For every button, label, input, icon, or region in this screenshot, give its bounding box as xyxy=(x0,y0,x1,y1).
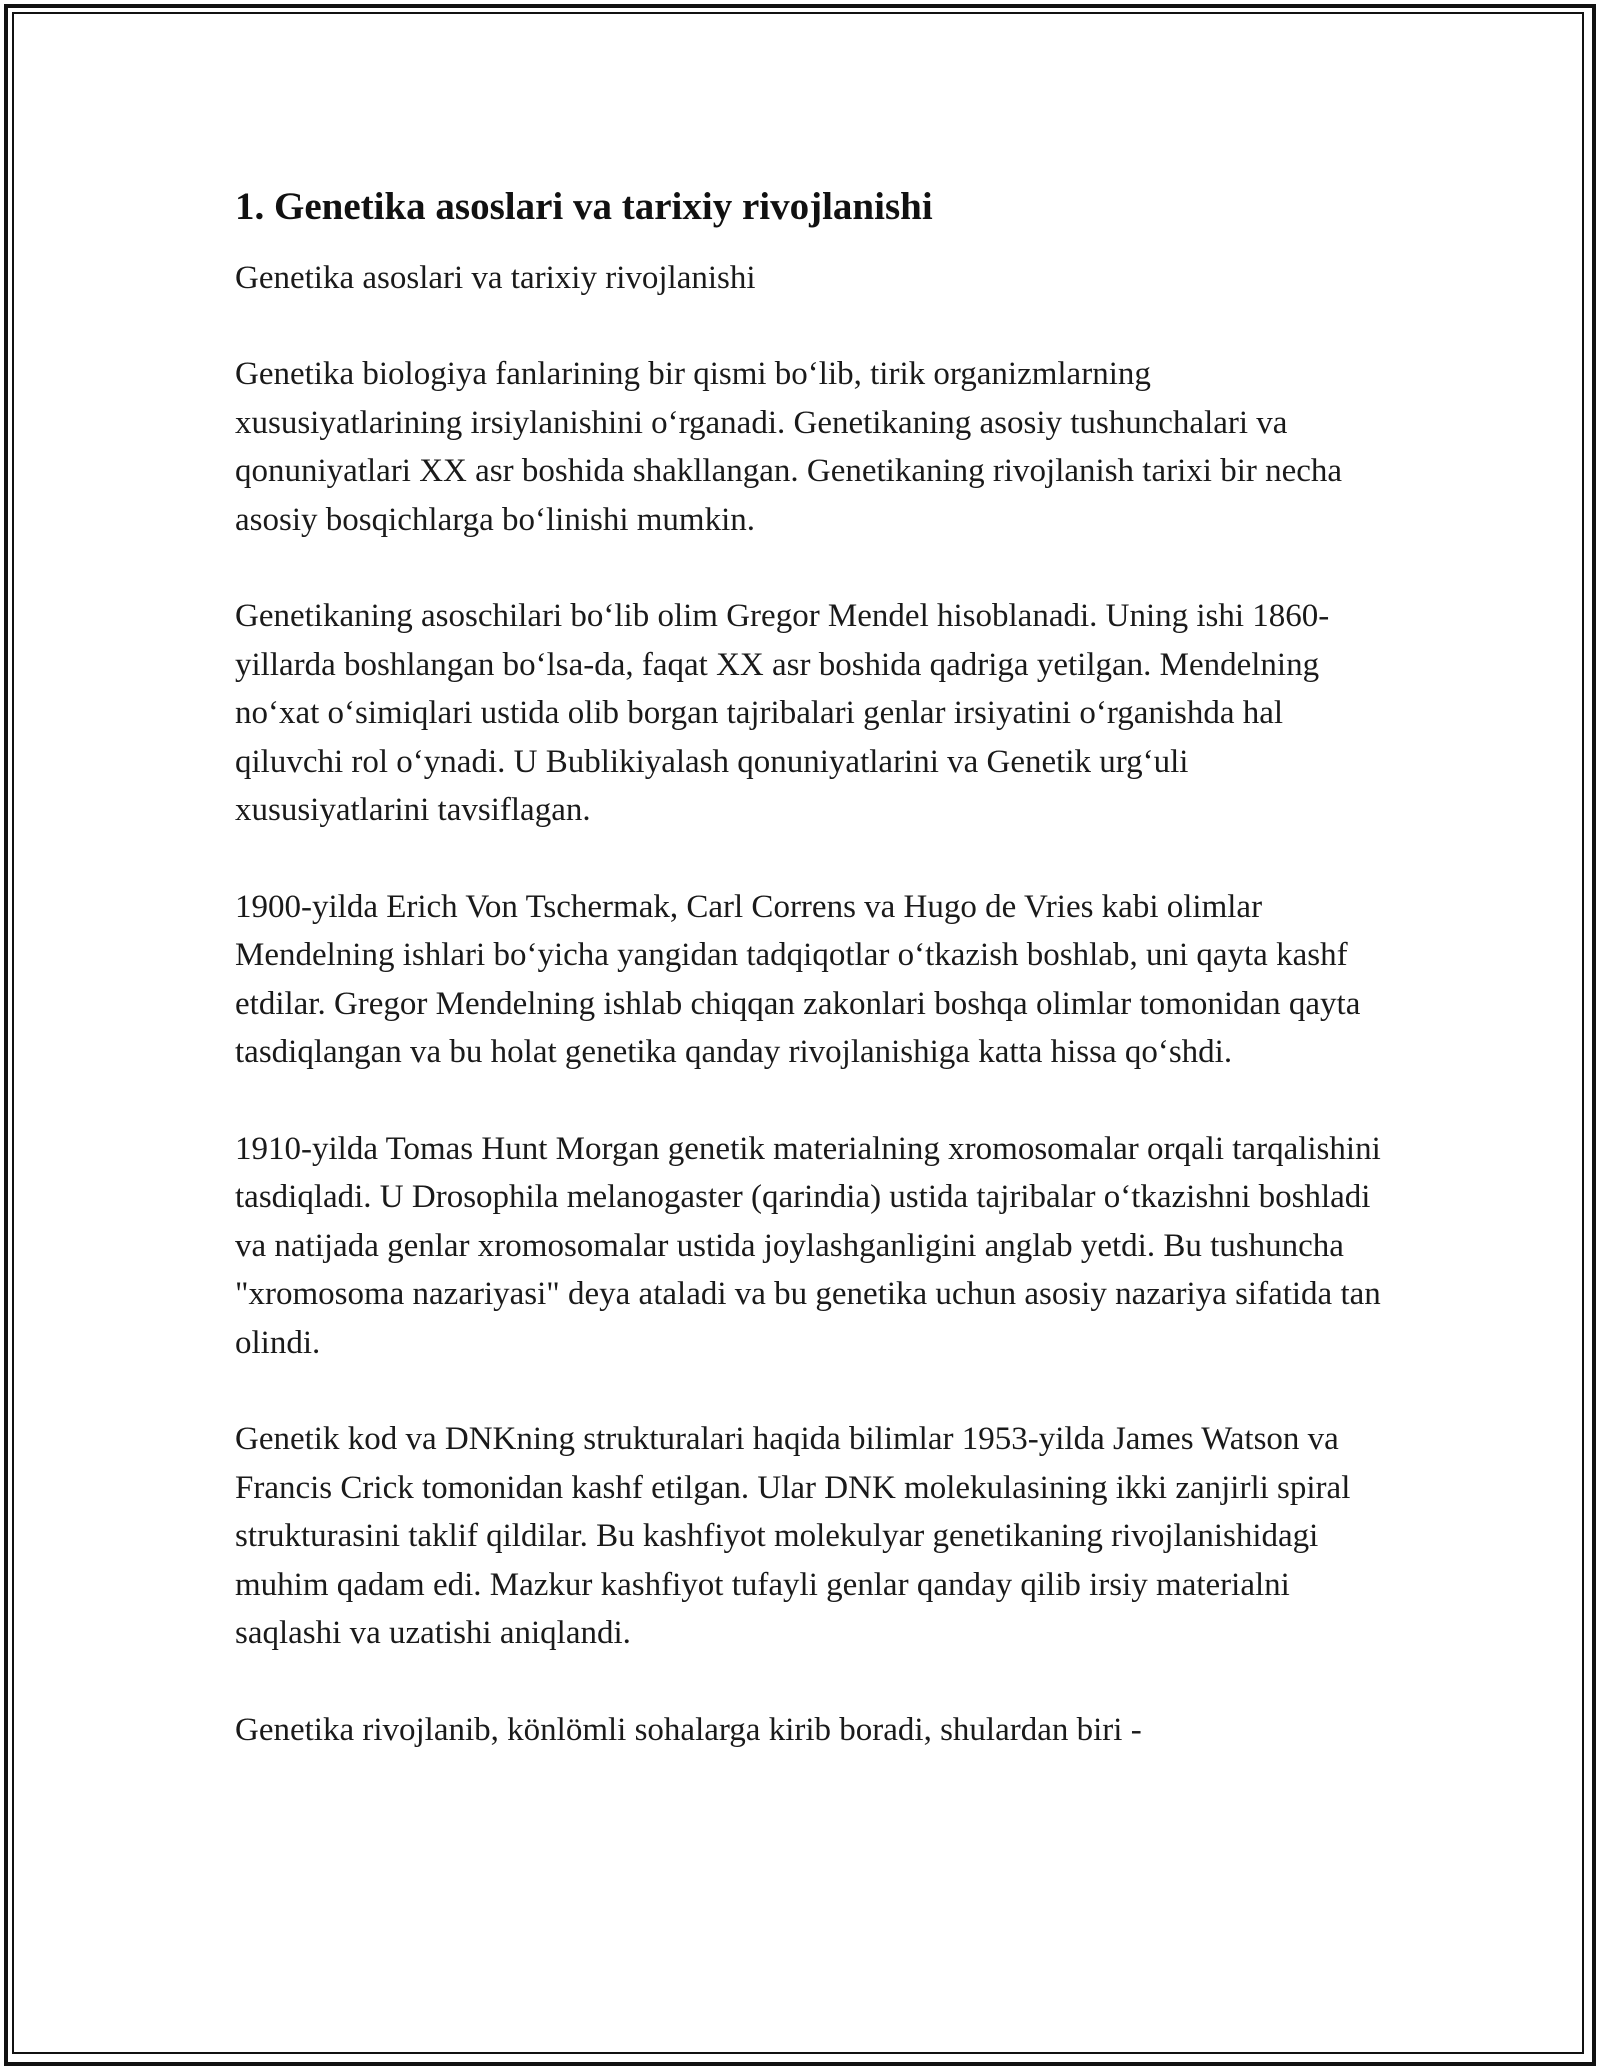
paragraph-intro: Genetika biologiya fanlarining bir qismi boʻlib, tirik organizmlarning xususiyatlarining irsiylanishini oʻrganadi. Genetikaning asosiy tushunchalari va qonuniyatlari XX asr boshida shakllangan. Genetikaning rivojlanish tarixi bir necha asosiy bosqichlarga boʻlinishi mumkin. xyxy=(235,356,1343,538)
section-heading: 1. Genetika asoslari va tarixiy rivojlanishi xyxy=(235,185,933,228)
document-body xyxy=(235,182,1385,1802)
paragraph-continuation: Genetika rivojlanib, könlömli sohalarga kirib boradi, shulardan biri - xyxy=(235,1711,1142,1748)
paragraph-rediscovery: 1900-yilda Erich Von Tschermak, Carl Correns va Hugo de Vries kabi olimlar Mendelning ishlari boʻyicha yangidan tadqiqotlar oʻtkazish boshlab, uni qayta kashf etdilar. Gregor Mendelning ishlab chiqqan zakonlari boshqa olimlar tomonidan qayta tasdiqlangan va bu holat genetika qanday rivojlanishiga katta hissa qoʻshdi. xyxy=(235,888,1361,1070)
section-subtitle: Genetika asoslari va tarixiy rivojlanishi xyxy=(235,260,756,296)
paragraph-dna: Genetik kod va DNKning strukturalari haqida bilimlar 1953-yilda James Watson va Francis Crick tomonidan kashf etilgan. Ular DNK molekulasining ikki zanjirli spiral strukturasini taklif qildilar. Bu kashfiyot molekulyar genetikaning rivojlanishidagi muhim qadam edi. Mazkur kashfiyot tufayli genlar qanday qilib irsiy materialni saqlashi va uzatishi aniqlandi. xyxy=(235,1421,1351,1651)
paragraph-mendel: Genetikaning asoschilari boʻlib olim Gregor Mendel hisoblanadi. Uning ishi 1860-yillarda boshlangan boʻlsa-da, faqat XX asr boshida qadriga yetilgan. Mendelning noʻxat oʻsimiqlari ustida olib borgan tajribalari genlar irsiyatini oʻrganishda hal qiluvchi rol oʻynadi. U Bublikiyalash qonuniyatlarini va Genetik urgʻuli xususiyatlarini tavsiflagan. xyxy=(235,598,1330,828)
paragraph-morgan: 1910-yilda Tomas Hunt Morgan genetik materialning xromosomalar orqali tarqalishini tasdiqladi. U Drosophila melanogaster (qarindia) ustida tajribalar oʻtkazishni boshladi va natijada genlar xromosomalar ustida joylashganligini anglab yetdi. Bu tushuncha "xromosoma nazariyasi" deya ataladi va bu genetika uchun asosiy nazariya sifatida tan olindi. xyxy=(235,1130,1381,1361)
